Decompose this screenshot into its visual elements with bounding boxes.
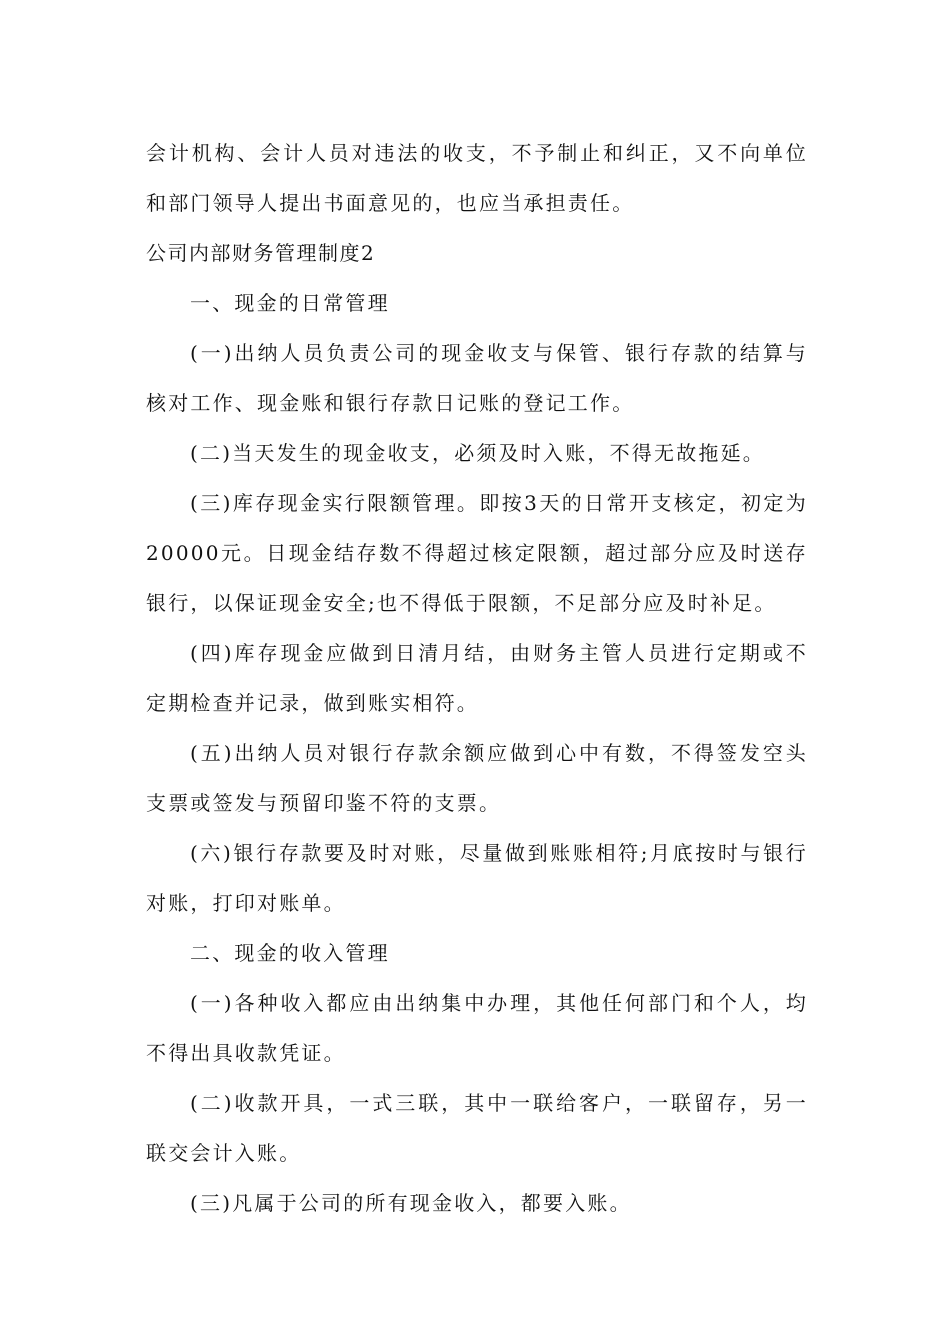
body-paragraph: (三)库存现金实行限额管理。即按3天的日常开支核定，初定为20000元。日现金结存数不得超过核定限额，超过部分应及时送存银行，以保证现金安全;也不得低于限额，不足部分应及时补足。 xyxy=(146,491,808,615)
body-paragraph: (一)出纳人员负责公司的现金收支与保管、银行存款的结算与核对工作、现金账和银行存款日记账的登记工作。 xyxy=(146,341,808,415)
section-heading-cash-income: 二、现金的收入管理 xyxy=(190,941,390,965)
body-paragraph: (二)收款开具，一式三联，其中一联给客户，一联留存，另一联交会计入账。 xyxy=(146,1091,808,1165)
body-paragraph: (三)凡属于公司的所有现金收入，都要入账。 xyxy=(190,1191,632,1215)
body-paragraph: (六)银行存款要及时对账，尽量做到账账相符;月底按时与银行对账，打印对账单。 xyxy=(146,841,808,915)
body-paragraph: 会计机构、会计人员对违法的收支，不予制止和纠正，又不向单位和部门领导人提出书面意见的，也应当承担责任。 xyxy=(146,141,808,215)
section-heading-cash-daily: 一、现金的日常管理 xyxy=(190,291,390,315)
body-paragraph: (四)库存现金应做到日清月结，由财务主管人员进行定期或不定期检查并记录，做到账实相符。 xyxy=(146,641,808,715)
body-paragraph: (五)出纳人员对银行存款余额应做到心中有数，不得签发空头支票或签发与预留印鉴不符的支票。 xyxy=(146,741,808,815)
document-body xyxy=(146,128,808,1228)
body-paragraph: (一)各种收入都应由出纳集中办理，其他任何部门和个人，均不得出具收款凭证。 xyxy=(146,991,808,1065)
body-paragraph: (二)当天发生的现金收支，必须及时入账，不得无故拖延。 xyxy=(190,441,766,465)
section-title: 公司内部财务管理制度2 xyxy=(146,241,376,265)
